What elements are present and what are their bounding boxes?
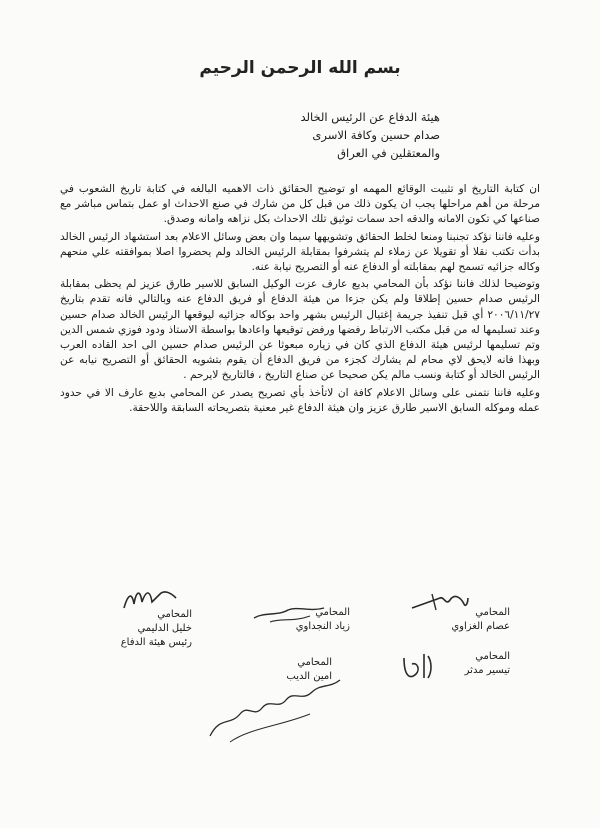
signatory-middle [296,606,350,634]
signatory-title: المحامي [315,607,350,618]
signatory-name: خليل الدليمي [137,623,192,634]
addressee-line: هيئة الدفاع عن الرئيس الخالد [300,110,440,124]
body-paragraph: وعليه فاننا نؤكد تجنبنا ومنعا لخلط الحقائق وتشويهها سيما وان بعض وسائل الاعلام بعد استشهاد الرئيس الخالد بدأت تكتب نقلا أو تقويلا عن زملاء لم يتشرفوا بمقابلة الرئيس الخالد ولم يحضروا اصلا بموافقته علي منحهم وكاله جزائيه تسمح لهم بمقابلته أو الدفاع عنه أو التصريح نيابة عنه. [60,230,540,274]
addressee-line: والمعتقلين في العراق [337,146,440,160]
signatory-role: رئيس هيئة الدفاع [120,637,192,648]
addressee-block [140,108,440,162]
signatory-title: المحامي [157,609,192,620]
signature-scribble-bottom-right [398,648,438,684]
signatory-name: زياد النجداوي [295,621,350,632]
letter-body [60,182,540,418]
addressee-line: صدام حسين وكافة الاسرى [312,128,440,142]
signatory-name: تيسير مدثر [464,665,510,676]
signatory-left [121,608,192,650]
signatory-name: امين الديب [286,671,332,682]
signatory-title: المحامي [475,651,510,662]
signatory-title: المحامي [297,657,332,668]
body-paragraph: ان كتابة التاريخ او تثبيت الوقائع المهمه او توضيح الحقائق ذات الاهميه البالغه في كتابة تاريخ الشعوب في مرحلة من أهم مراحلها يجب ان يكون ذلك من قبل كل من شارك في صنع الاحداث او عمل بتماس مباشر مع صناعها كي تكون الامانه والدقه احد سمات توثيق تلك الاحداث بكل نزاهه وامانه وصدق. [60,183,540,226]
signatory-bottom-right [465,650,510,678]
body-paragraph: وتوضيحا لذلك فاننا نؤكد بأن المحامي بديع عارف عزت الوكيل السابق للاسير طارق عزيز لم يحظى بمقابلة الرئيس صدام حسين إطلاقا ولم يكن جزءا من هيئة الدفاع أو فريق الدفاع عنه وبالتالي فانه تقدم بتاريخ ٢٠٠٦/١١/٢٧ أي قبل تنفيذ جريمة إغتيال الرئيس بشهر واحد بوكاله جزائيه ليوقعها الرئيس الخالد صدام حسين وعند تسليمها له من قبل مكتب الارتباط رفضها ورفض توقيعها واعادها بواسطة الاستاذ ودود فوزي شمس الدين وتم تسليمها لرئيس هيئة الدفاع الذي كان في زياره مبعوثا عن الرئيس صدام حسين الى احد القاده العرب وبهذا فانه لايحق لاي محام لم يشارك كجزء من فريق الدفاع أن يقوم بتشويه الحقائق أو التصريح نيابه عن الرئيس الخالد أو كتابة ونسب مالم يكن صحيحا عن صناع التاريخ ، فالتاريخ لايرحم . [59,278,540,382]
basmala-heading: بسم الله الرحمن الرحيم [199,58,401,78]
signatory-right [451,606,510,634]
signatory-title: المحامي [475,607,510,618]
signatory-name: عصام الغزاوي [451,621,510,632]
body-paragraph: وعليه فاننا نتمنى على وسائل الاعلام كافة ان لاتأخذ بأي تصريح يصدر عن المحامي بديع عارف الا في حدود عمله وموكله السابق الاسير طارق عزيز وان هيئة الدفاع غير معنية بتصريحاته السابقة واللاحقة. [60,386,540,414]
signatory-bottom-middle [286,656,332,684]
